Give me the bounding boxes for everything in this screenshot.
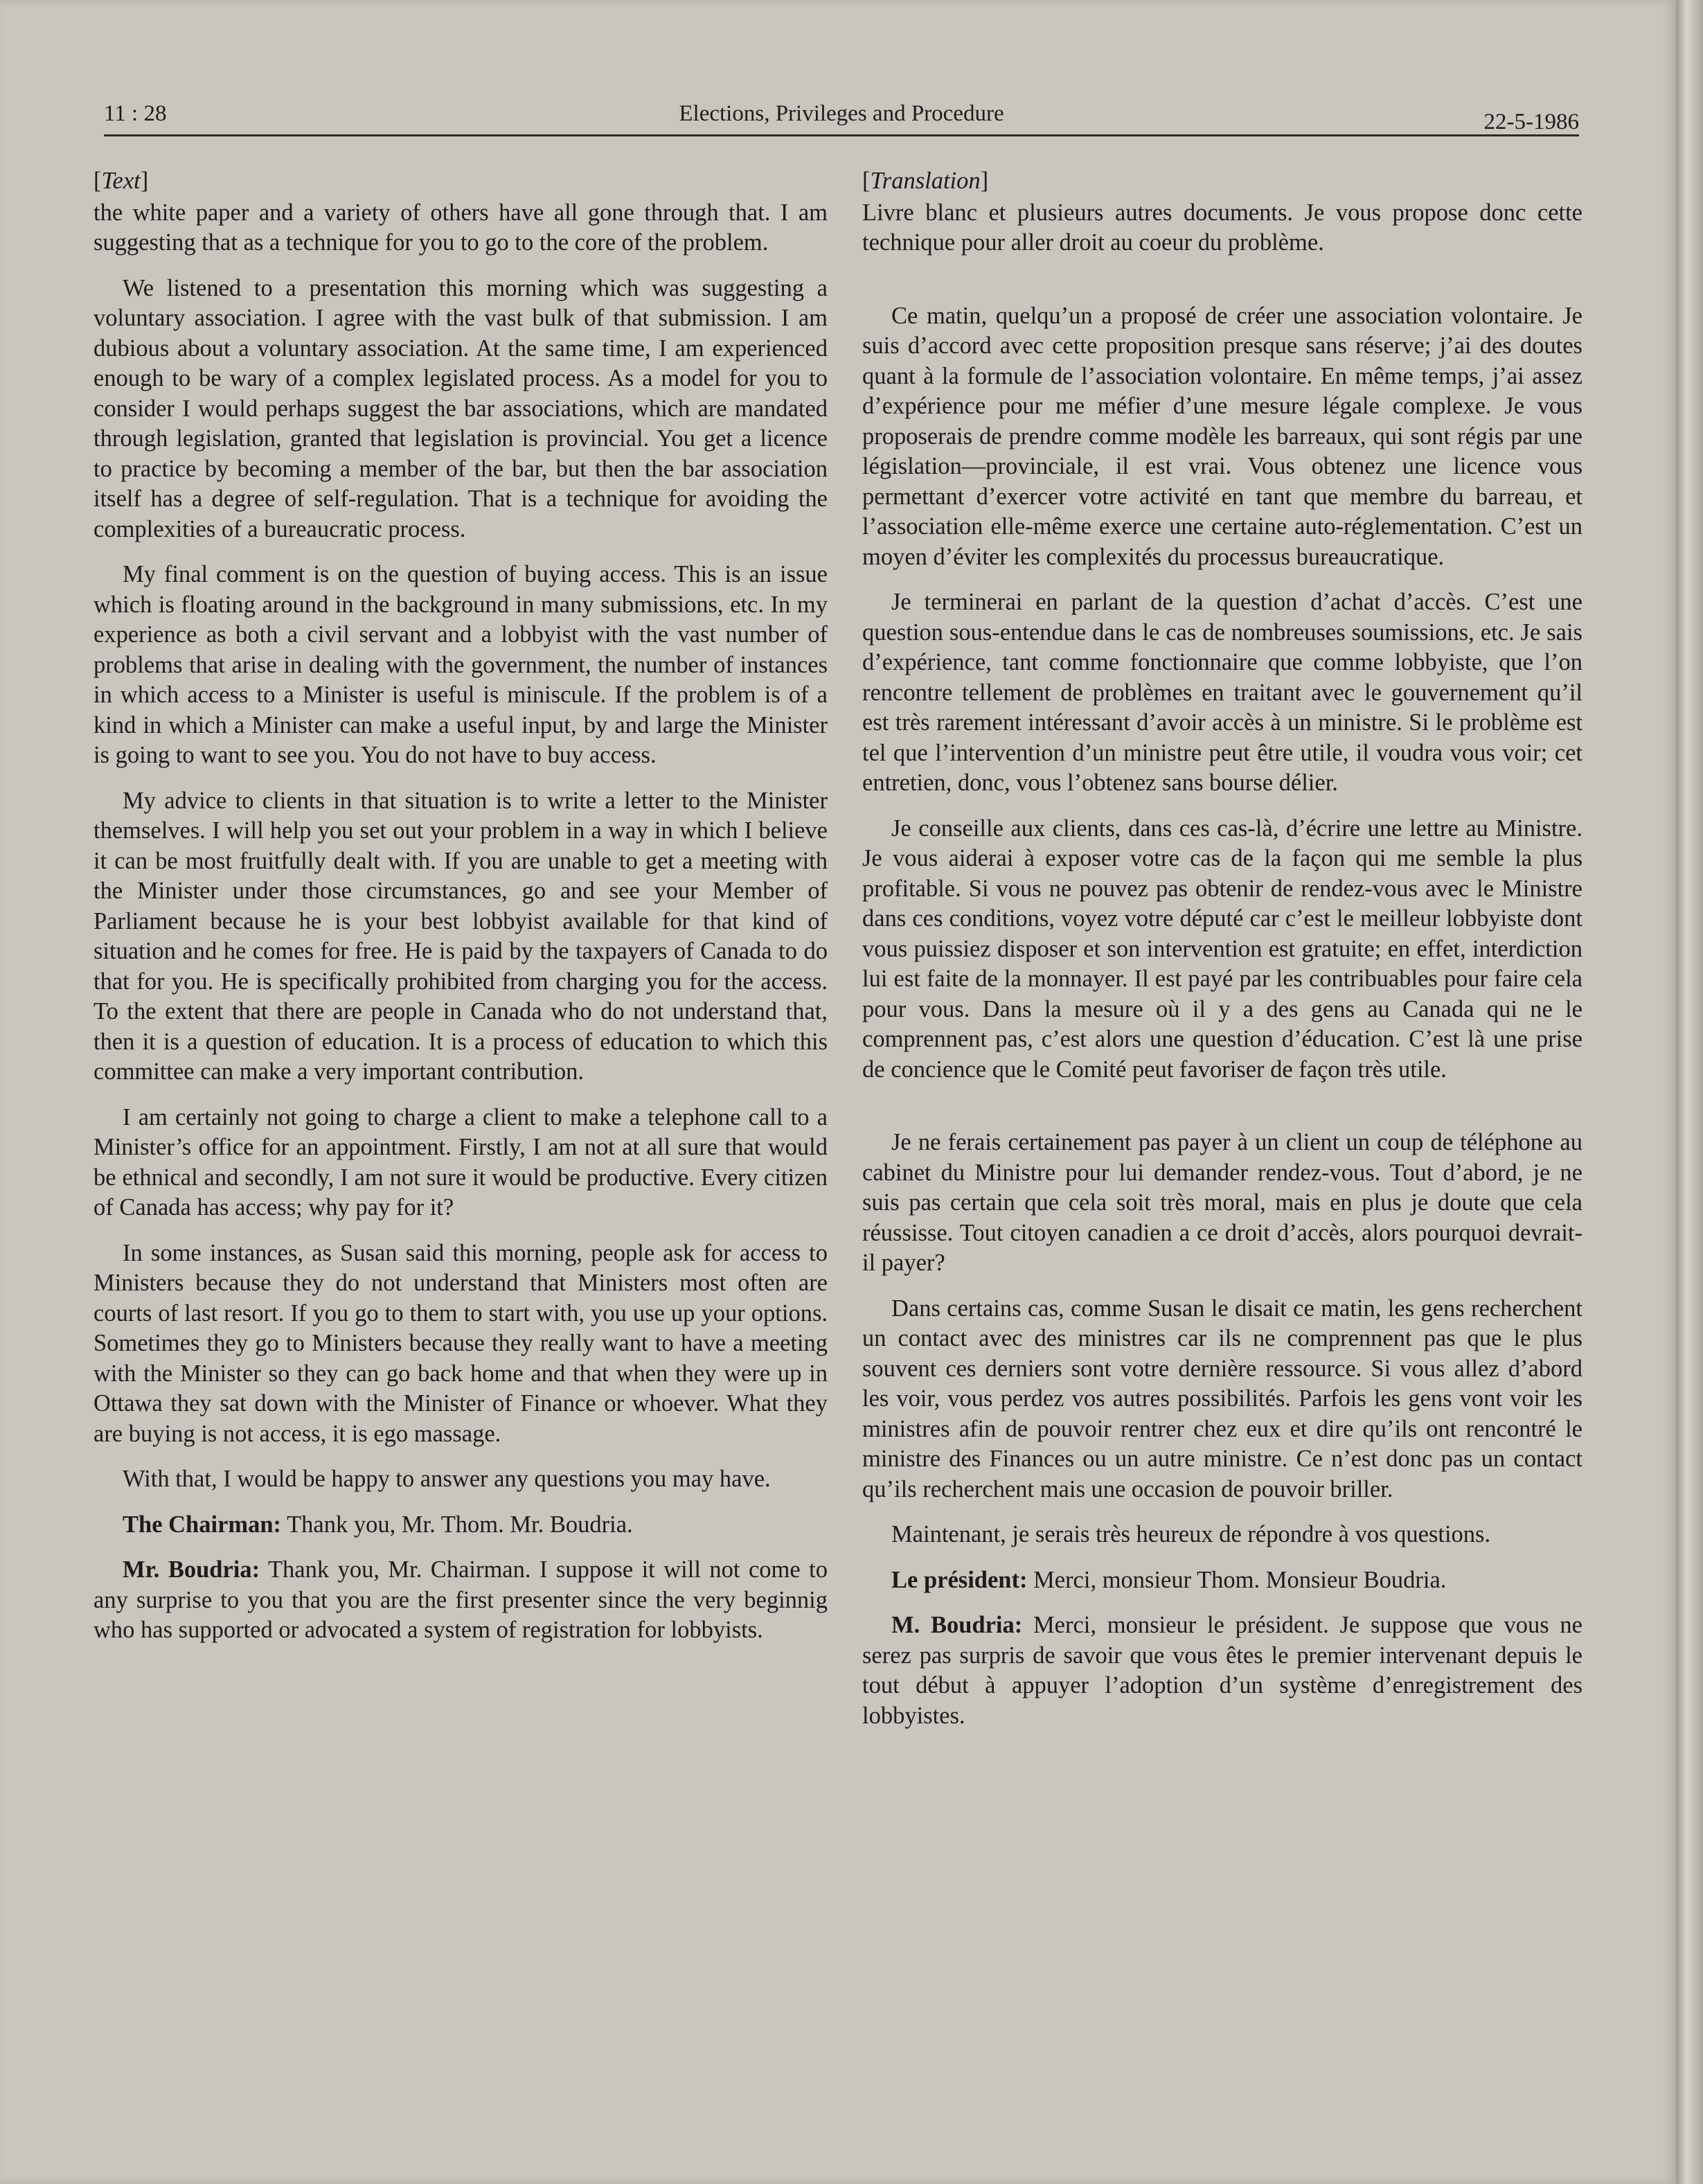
english-column (93, 166, 828, 1646)
page-number: 11 : 28 (104, 101, 167, 126)
paragraph: With that, I would be happy to answer any questions you may have. (123, 1466, 771, 1492)
paragraph: Maintenant, je serais très heureux de répondre à vos questions. (891, 1521, 1491, 1547)
speaker-paragraph: The Chairman: Thank you, Mr. Thom. Mr. Boudria. (123, 1511, 633, 1538)
paragraph: In some instances, as Susan said this morning, people ask for access to Ministers because they do not understand that Ministers most often are courts of last resort. If you go to them to start with, you use up your options. Sometimes they go to Ministers because they really want to have a meeting with the Minister so they can go back home and that when they were up in Ottawa they sat down with the Minister of Finance or whoever. What they are buying is not access, it is ego massage. (93, 1239, 828, 1447)
publication-title: Elections, Privileges and Procedure (679, 101, 1004, 126)
publication-date: 22-5-1986 (1483, 109, 1579, 134)
speaker-paragraph: Mr. Boudria: Thank you, Mr. Chairman. I suppose it will not come to any surprise to you that you are the first presenter since the very beginnig who has supported or advocated a system of registration for lobbyists. (93, 1556, 828, 1643)
paragraph: I am certainly not going to charge a client to make a telephone call to a Minister’s office for an appointment. Firstly, I am not at all sure that would be ethnical and secondly, I am not sure it would be productive. Every citizen of Canada has access; why pay for it? (93, 1103, 828, 1220)
speaker-paragraph: Le président: Merci, monsieur Thom. Monsieur Boudria. (891, 1566, 1447, 1593)
paragraph: Dans certains cas, comme Susan le disait ce matin, les gens recherchent un contact avec des ministres car ils ne comprennent pas que le plus souvent ces derniers sont votre dernière ressource. Si vous allez d’abord les voir, vous perdez vos autres possibilités. Parfois les gens vont voir les ministres afin de pouvoir rentrer chez eux et dire qu’ils ont rencontré le ministre des Finances ou un autre ministre. Ce n’est donc pas un contact qu’ils recherchent mais une occasion de pouvoir briller. (862, 1295, 1582, 1502)
paragraph: My advice to clients in that situation is to write a letter to the Minister themselves. I will help you set out your problem in a way in which I believe it can be most fruitfully dealt with. If you are unable to get a meeting with the Minister under those circumstances, go and see your Member of Parliament because he is your best lobbyist available for that kind of situation and he comes for free. He is paid by the taxpayers of Canada to do that for you. He is specifically prohibited from charging you for the access. To the extent that there are people in Canada who do not understand that, then it is a question of education. It is a process of education to which this committee can make a very important contribution. (93, 787, 828, 1085)
header-rule (104, 134, 1579, 136)
speaker-name: M. Boudria: (891, 1612, 1023, 1638)
speaker-paragraph: M. Boudria: Merci, monsieur le président. Je suppose que vous ne serez pas surpris de savoir que vous êtes le premier intervenant depuis le tout début à appuyer l’adoption d’un système d’enregistrement des lobbyistes. (862, 1612, 1582, 1729)
paragraph: Je conseille aux clients, dans ces cas-là, d’écrire une lettre au Ministre. Je vous aiderai à exposer votre cas de la façon qui me semble la plus profitable. Si vous ne pouvez pas obtenir de rendez-vous avec le Ministre dans ces conditions, voyez votre député car c’est le meilleur lobbyiste dont vous puissiez disposer et son intervention est gratuite; en effet, interdiction lui est faite de la monnayer. Il est payé par les contribuables pour faire cela pour vous. Dans la mesure où il y a des gens au Canada qui ne le comprennent pas, c’est alors une question d’éducation. C’est là une prise de concience que le Comité peut favoriser de façon très utile. (862, 815, 1582, 1083)
paragraph: Je ne ferais certainement pas payer à un client un coup de téléphone au cabinet du Ministre pour lui demander rendez-vous. Tout d’abord, je ne suis pas certain que cela soit très moral, mais en plus je doute que cela réussisse. Tout citoyen canadien a ce droit d’accès, alors pourquoi devrait-il payer? (862, 1129, 1582, 1276)
text-label: [Text] (93, 168, 149, 194)
paragraph: Livre blanc et plusieurs autres documents. Je vous propose donc cette technique pour aller droit au coeur du problème. (862, 199, 1582, 256)
paragraph: My final comment is on the question of buying access. This is an issue which is floating around in the background in many submissions, etc. In my experience as both a civil servant and a lobbyist with the vast number of problems that arise in dealing with the government, the number of instances in which access to a Minister is useful is miniscule. If the problem is of a kind in which a Minister can make a useful input, by and large the Minister is going to want to see you. You do not have to buy access. (93, 561, 828, 768)
paragraph: the white paper and a variety of others have all gone through that. I am suggesting that as a technique for you to go to the core of the problem. (93, 199, 828, 256)
speaker-name: The Chairman: (123, 1511, 282, 1538)
speaker-name: Mr. Boudria: (123, 1556, 260, 1583)
paragraph: Ce matin, quelqu’un a proposé de créer une association volontaire. Je suis d’accord avec cette proposition presque sans réserve; j’ai des doutes quant à la formule de l’association volontaire. En même temps, j’ai assez d’expérience pour me méfier d’une mesure légale complexe. Je vous proposerais de prendre comme modèle les barreaux, qui sont régis par une législation—provinciale, il est vrai. Vous obtenez une licence vous permettant d’exercer votre activité en tant que membre du barreau, et l’association elle-même exerce une certaine auto-réglementation. C’est un moyen d’éviter les complexités du processus bureaucratique. (862, 302, 1582, 570)
translation-label: [Translation] (862, 168, 989, 194)
speaker-name: Le président: (891, 1566, 1028, 1593)
running-header (104, 97, 1579, 136)
french-column (862, 166, 1582, 1731)
paragraph: We listened to a presentation this morning which was suggesting a voluntary association. I agree with the vast bulk of that submission. I am dubious about a voluntary association. At the same time, I am experienced enough to be wary of a complex legislated process. As a model for you to consider I would perhaps suggest the bar associations, which are mandated through legislation, granted that legislation is provincial. You get a licence to practice by becoming a member of the bar, but then the bar association itself has a degree of self-regulation. That is a technique for avoiding the complexities of a bureaucratic process. (93, 274, 828, 542)
page-edge (1676, 0, 1703, 2184)
paragraph: Je terminerai en parlant de la question d’achat d’accès. C’est une question sous-entendue dans le cas de nombreuses soumissions, etc. Je sais d’expérience, tant comme fonctionnaire que comme lobbyiste, que l’on rencontre tellement de problèmes en traitant avec le gouvernement qu’il est très rarement intéressant d’avoir accès à un ministre. Si le problème est tel que l’intervention d’un ministre peut être utile, il voudra vous voir; cet entretien, donc, vous l’obtenez sans bourse délier. (862, 589, 1582, 796)
